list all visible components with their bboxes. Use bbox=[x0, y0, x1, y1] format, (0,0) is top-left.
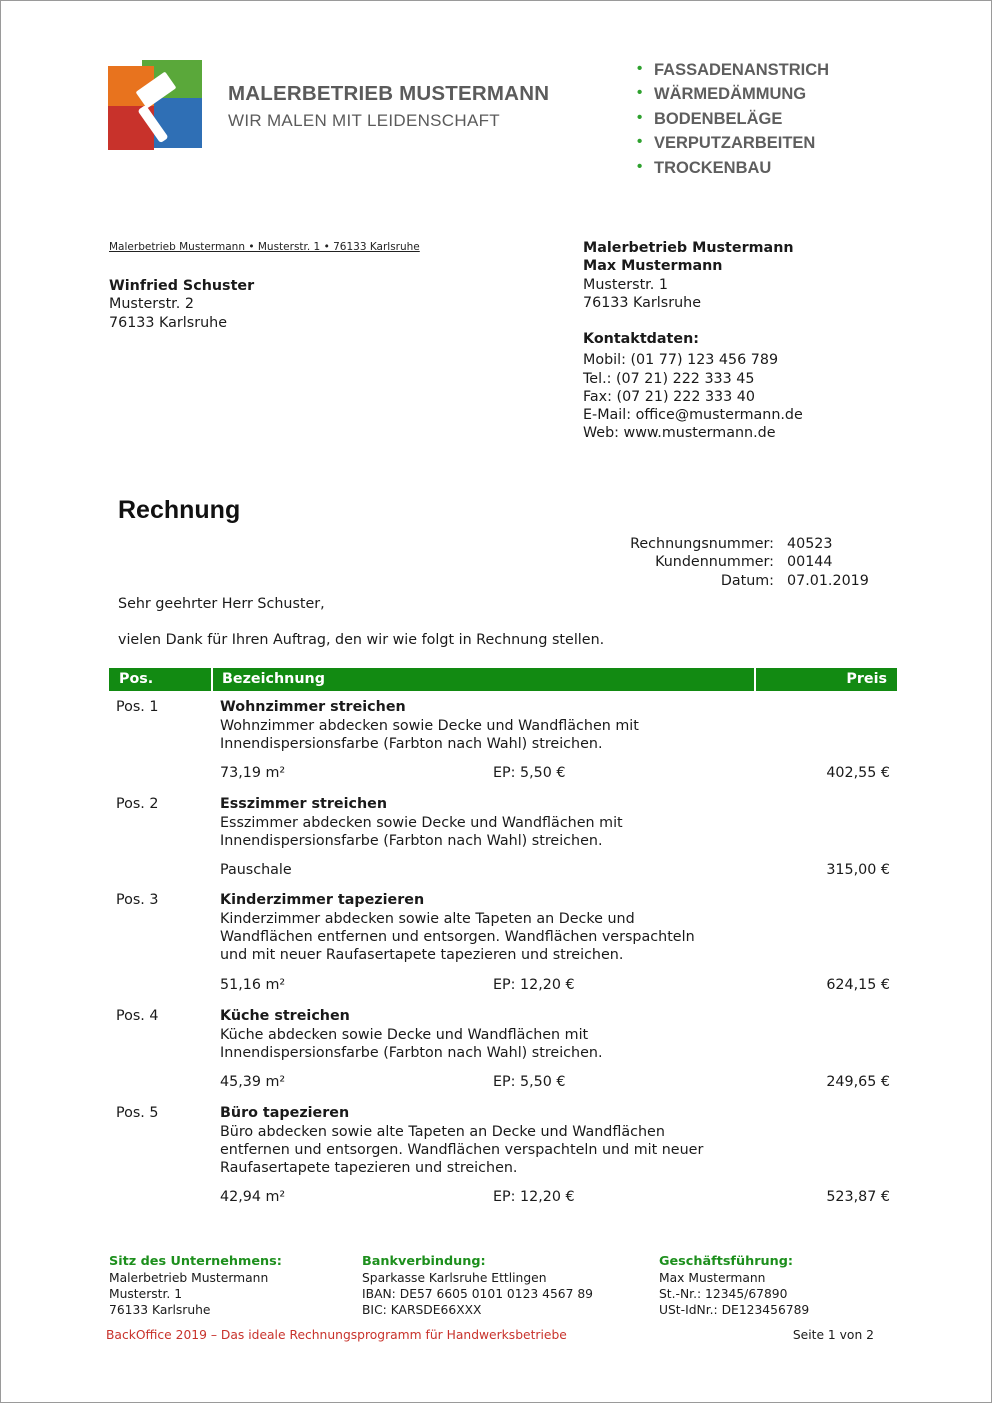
contact-web: Web: www.mustermann.de bbox=[583, 425, 776, 442]
row-description: Kinderzimmer abdecken sowie alte Tapeten an Decke und Wandflächen entfernen und entsorgen. Wandflächen verspachteln und mit neuer Raufasertapete tapezieren und streichen. bbox=[220, 911, 695, 964]
date-label: Datum: bbox=[720, 572, 774, 589]
customer-number-label: Kundennummer: bbox=[655, 554, 774, 571]
footer-mgmt-heading: Geschäftsführung: bbox=[659, 1254, 794, 1269]
row-price: 523,87 € bbox=[826, 1189, 890, 1205]
row-name: Kinderzimmer tapezieren bbox=[220, 892, 425, 908]
row-quantity: Pauschale bbox=[220, 862, 292, 878]
table-header bbox=[109, 668, 897, 691]
service-item: • VERPUTZARBEITEN bbox=[637, 133, 816, 153]
footer-mgmt-line: USt-IdNr.: DE123456789 bbox=[659, 1303, 810, 1317]
row-price: 315,00 € bbox=[826, 862, 890, 878]
footer-mgmt-line: St.-Nr.: 12345/67890 bbox=[659, 1287, 788, 1301]
company-name: Malerbetrieb Mustermann bbox=[583, 240, 794, 256]
header-price: Preis bbox=[846, 671, 887, 687]
row-name: Büro tapezieren bbox=[220, 1105, 350, 1121]
sender-line: Malerbetrieb Mustermann • Musterstr. 1 • 76133 Karlsruhe bbox=[109, 241, 420, 253]
row-name: Wohnzimmer streichen bbox=[220, 699, 406, 715]
row-unit-price: EP: 5,50 € bbox=[493, 1074, 566, 1090]
recipient-city: 76133 Karlsruhe bbox=[109, 314, 228, 331]
header-divider bbox=[211, 668, 213, 691]
document-title: Rechnung bbox=[118, 496, 241, 524]
row-pos: Pos. 4 bbox=[116, 1008, 159, 1024]
footer-bank-line: IBAN: DE57 6605 0101 0123 4567 89 bbox=[362, 1287, 593, 1301]
bullet-icon: • bbox=[637, 133, 643, 151]
brand-slogan: WIR MALEN MIT LEIDENSCHAFT bbox=[228, 111, 500, 130]
row-pos: Pos. 3 bbox=[116, 892, 159, 908]
company-street: Musterstr. 1 bbox=[583, 276, 668, 293]
footer-advertisement: BackOffice 2019 – Das ideale Rechnungsprogramm für Handwerksbetriebe bbox=[106, 1328, 567, 1342]
bullet-icon: • bbox=[637, 84, 643, 102]
row-unit-price: EP: 12,20 € bbox=[493, 977, 575, 993]
recipient-name: Winfried Schuster bbox=[109, 278, 255, 294]
bullet-icon: • bbox=[637, 60, 643, 77]
footer-seat-heading: Sitz des Unternehmens: bbox=[109, 1254, 282, 1269]
footer-bank-line: Sparkasse Karlsruhe Ettlingen bbox=[362, 1271, 547, 1285]
contact-mobile: Mobil: (01 77) 123 456 789 bbox=[583, 352, 779, 369]
service-item: • FASSADENANSTRICH bbox=[637, 60, 830, 79]
contact-heading: Kontaktdaten: bbox=[583, 331, 699, 347]
company-city: 76133 Karlsruhe bbox=[583, 294, 702, 311]
footer-bank-line: BIC: KARSDE66XXX bbox=[362, 1303, 482, 1317]
row-pos: Pos. 1 bbox=[116, 699, 159, 715]
company-logo bbox=[108, 60, 204, 150]
footer-seat bbox=[109, 1254, 282, 1318]
row-description: Esszimmer abdecken sowie Decke und Wandflächen mit Innendispersionsfarbe (Farbton nach Wahl) streichen. bbox=[220, 815, 623, 850]
company-owner: Max Mustermann bbox=[583, 258, 723, 275]
invoice-meta-values bbox=[787, 535, 869, 590]
invoice-meta-labels bbox=[630, 535, 774, 590]
service-item: • BODENBELÄGE bbox=[637, 108, 783, 128]
row-price: 624,15 € bbox=[826, 977, 890, 993]
header-pos: Pos. bbox=[119, 671, 154, 687]
bullet-icon: • bbox=[637, 108, 643, 126]
header-desc: Bezeichnung bbox=[222, 671, 325, 687]
footer-seat-line: Musterstr. 1 bbox=[109, 1287, 183, 1301]
row-quantity: 45,39 m² bbox=[220, 1074, 286, 1090]
header-divider bbox=[754, 668, 756, 691]
row-quantity: 42,94 m² bbox=[220, 1189, 286, 1205]
recipient-street: Musterstr. 2 bbox=[109, 296, 194, 313]
row-description: Küche abdecken sowie Decke und Wandflächen mit Innendispersionsfarbe (Farbton nach Wahl) streichen. bbox=[220, 1027, 603, 1062]
row-pos: Pos. 2 bbox=[116, 796, 159, 812]
row-quantity: 73,19 m² bbox=[220, 765, 286, 781]
row-description: Wohnzimmer abdecken sowie Decke und Wandflächen mit Innendispersionsfarbe (Farbton nach Wahl) streichen. bbox=[220, 718, 639, 753]
service-item: • WÄRMEDÄMMUNG bbox=[637, 84, 807, 104]
greeting: Sehr geehrter Herr Schuster, bbox=[118, 596, 325, 612]
row-name: Küche streichen bbox=[220, 1008, 350, 1024]
bullet-icon: • bbox=[637, 157, 643, 175]
row-price: 402,55 € bbox=[826, 765, 890, 781]
contact-block bbox=[583, 330, 803, 443]
recipient-address bbox=[109, 277, 254, 332]
invoice-date: 07.01.2019 bbox=[787, 572, 869, 589]
page-number: Seite 1 von 2 bbox=[792, 1328, 874, 1342]
footer-bank bbox=[362, 1254, 593, 1318]
row-unit-price: EP: 5,50 € bbox=[493, 765, 566, 781]
company-address bbox=[583, 239, 794, 312]
contact-phone: Tel.: (07 21) 222 333 45 bbox=[583, 370, 755, 387]
customer-number: 00144 bbox=[787, 554, 833, 571]
row-quantity: 51,16 m² bbox=[220, 977, 286, 993]
row-name: Esszimmer streichen bbox=[220, 796, 388, 812]
brand-name: MALERBETRIEB MUSTERMANN bbox=[228, 82, 550, 105]
invoice-number-label: Rechnungsnummer: bbox=[630, 536, 774, 552]
service-item: • TROCKENBAU bbox=[637, 157, 772, 177]
intro-text: vielen Dank für Ihren Auftrag, den wir wie folgt in Rechnung stellen. bbox=[118, 632, 605, 648]
contact-email: E-Mail: office@mustermann.de bbox=[583, 407, 803, 424]
row-pos: Pos. 5 bbox=[116, 1105, 159, 1121]
footer-seat-line: 76133 Karlsruhe bbox=[109, 1303, 211, 1317]
footer-bank-heading: Bankverbindung: bbox=[362, 1254, 486, 1269]
row-price: 249,65 € bbox=[826, 1074, 890, 1090]
footer-management bbox=[659, 1254, 809, 1318]
contact-fax: Fax: (07 21) 222 333 40 bbox=[583, 388, 755, 405]
footer-mgmt-line: Max Mustermann bbox=[659, 1271, 766, 1285]
row-description: Büro abdecken sowie alte Tapeten an Decke und Wandflächen entfernen und entsorgen. Wandflächen verspachteln und mit neuer Raufasertapete tapezieren und streichen. bbox=[220, 1124, 704, 1177]
row-unit-price: EP: 12,20 € bbox=[493, 1189, 575, 1205]
footer-seat-line: Malerbetrieb Mustermann bbox=[109, 1271, 269, 1285]
invoice-number: 40523 bbox=[787, 536, 833, 552]
services-list bbox=[637, 61, 829, 183]
